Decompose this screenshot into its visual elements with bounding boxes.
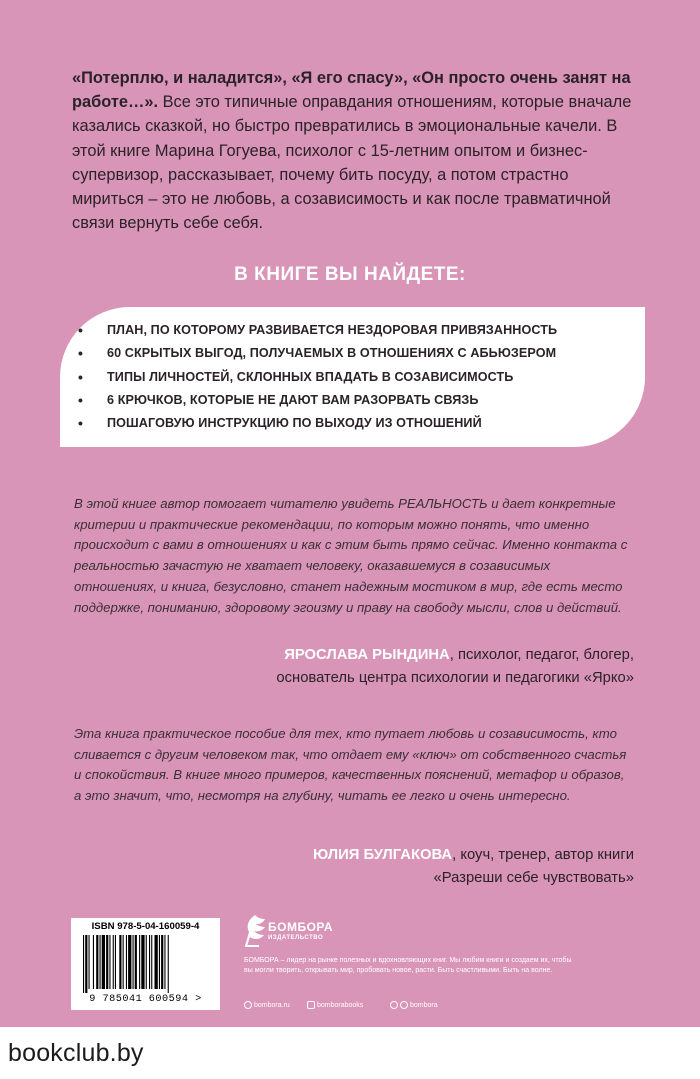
bullet-icon: • bbox=[78, 391, 84, 408]
barcode-bar bbox=[83, 935, 84, 993]
find-title: В КНИГЕ ВЫ НАЙДЕТЕ: bbox=[234, 264, 466, 285]
bullet-icon: • bbox=[78, 345, 84, 362]
publisher-subtitle: ИЗДАТЕЛЬСТВО bbox=[268, 935, 324, 941]
barcode-bar bbox=[146, 935, 147, 989]
barcode-bar bbox=[139, 935, 140, 989]
barcode-bar bbox=[141, 935, 144, 989]
barcode-digits: 9 785041 600594 > bbox=[89, 994, 202, 1005]
globe-icon bbox=[244, 1001, 252, 1009]
isbn-label: ISBN 978-5-04-160059-4 bbox=[91, 921, 200, 932]
social-instagram[interactable]: bomborabooks bbox=[307, 1001, 363, 1009]
find-list-item: • 6 КРЮЧКОВ, КОТОРЫЕ НЕ ДАЮТ ВАМ РАЗОРВАТЬ СВЯЗЬ bbox=[60, 389, 645, 412]
barcode-bar bbox=[133, 935, 134, 989]
barcode-bar bbox=[93, 935, 94, 989]
barcode-bar bbox=[123, 935, 124, 989]
review-2-signature bbox=[0, 844, 634, 890]
review-1-text: В этой книге автор помогает читателю увидеть РЕАЛЬНОСТЬ и дает конкретные критерии и практические рекомендации, по которым можно понять, что именно происходит с вами в отношениях и как с этим быть прямо сейчас. Именно контакта с реальностью зачастую не хватает человеку, оказавшемуся в созависимых отношениях, и книга, безусловно, станет надежным мостиком в мир, где есть место поддержке, пониманию, здоровому эгоизму и праву на свободу мысли, слов и действий. bbox=[74, 496, 628, 615]
review-1-signature bbox=[0, 644, 634, 690]
bullet-icon: • bbox=[78, 322, 84, 338]
intro-text: Все это типичные оправдания отношениям, которые вначале казались сказкой, но быстро превратились в эмоциональные качели. В этой книге Марина Гогуева, психолог с 15-летним опытом и бизнес-супервизор, рассказывает, почему бить посуду, а потом страстно мириться – это не любовь, а созависимость и как после травматичной связи вернуть себе себя. bbox=[72, 93, 632, 233]
barcode-bar bbox=[126, 935, 127, 989]
telegram-icon bbox=[400, 1001, 408, 1009]
barcode-bar bbox=[168, 935, 169, 993]
bullet-icon: • bbox=[78, 368, 84, 385]
review-2-text: Эта книга практическое пособие для тех, кто путает любовь и созависимость, кто сливается с другим человеком так, что отдает ему «ключ» от собственного счастья и спокойствия. В книге много примеров, качественных пояснений, метафор и образов, а это значит, что, несмотря на глубину, читать ее легко и очень интересно. bbox=[74, 726, 627, 804]
find-list-item: • ПЛАН, ПО КОТОРОМУ РАЗВИВАЕТСЯ НЕЗДОРОВАЯ ПРИВЯЗАННОСТЬ bbox=[60, 319, 645, 342]
watermark-text[interactable]: bookclub.by bbox=[8, 1039, 144, 1067]
barcode-bar bbox=[164, 935, 165, 989]
barcode-bar bbox=[119, 935, 121, 989]
publisher-description: БОМБОРА – лидер на рынке полезных и вдохновляющих книг. Мы любим книги и создаем их, чтобы вы могли творить, открывать мир, пробовать новое, расти. Быть счастливыми. Быть на волне. bbox=[244, 957, 572, 974]
vk-icon bbox=[390, 1001, 398, 1009]
social-website[interactable]: bombora.ru bbox=[244, 1001, 290, 1009]
barcode-bar bbox=[128, 935, 131, 989]
social-vk-telegram[interactable]: bombora bbox=[390, 1001, 438, 1009]
barcode-bar bbox=[151, 935, 152, 989]
bullet-icon: • bbox=[78, 415, 84, 432]
barcode-bar bbox=[102, 935, 105, 989]
publisher-name: БОМБОРА bbox=[268, 920, 334, 934]
barcode-block bbox=[71, 918, 220, 1010]
barcode-bar bbox=[100, 935, 101, 989]
barcode-bar bbox=[106, 935, 108, 989]
find-list-box bbox=[60, 307, 645, 447]
barcode-bar bbox=[115, 935, 116, 989]
find-list bbox=[60, 319, 645, 435]
barcode-bar bbox=[159, 935, 160, 989]
barcode-bar bbox=[155, 935, 158, 989]
barcode-bar bbox=[135, 935, 137, 989]
intro-quotes: «Потерплю, и наладится», «Я его спасу», «Он просто очень занят на работе…». bbox=[72, 69, 631, 112]
find-list-item: • ПОШАГОВУЮ ИНСТРУКЦИЮ ПО ВЫХОДУ ИЗ ОТНОШЕНИЙ bbox=[60, 412, 645, 435]
review-1-role-2: основатель центра психологии и педагогики «Ярко» bbox=[276, 670, 634, 686]
instagram-icon bbox=[307, 1001, 315, 1009]
watermark-strip bbox=[0, 1027, 700, 1079]
find-list-item: • 60 СКРЫТЫХ ВЫГОД, ПОЛУЧАЕМЫХ В ОТНОШЕНИЯХ С АБЬЮЗЕРОМ bbox=[60, 342, 645, 365]
barcode-bar bbox=[85, 935, 87, 993]
find-list-item: • ТИПЫ ЛИЧНОСТЕЙ, СКЛОННЫХ ВПАДАТЬ В СОЗАВИСИМОСТЬ bbox=[60, 366, 645, 389]
review-2-role-2: «Разреши себе чувствовать» bbox=[433, 870, 634, 886]
review-2-role: , коуч, тренер, автор книги bbox=[452, 847, 634, 863]
review-1-author: ЯРОСЛАВА РЫНДИНА bbox=[284, 647, 450, 663]
barcode-bar bbox=[96, 935, 98, 989]
barcode-bar bbox=[109, 935, 110, 989]
review-2-author: ЮЛИЯ БУЛГАКОВА bbox=[313, 847, 453, 863]
review-1-role: , психолог, педагог, блогер, bbox=[449, 647, 634, 663]
barcode-bar bbox=[89, 935, 90, 989]
barcode-graphic bbox=[81, 935, 210, 993]
barcode-bar bbox=[161, 935, 163, 989]
barcode-bar bbox=[113, 935, 114, 989]
intro-paragraph bbox=[72, 66, 642, 235]
bombora-logo-icon bbox=[243, 914, 267, 948]
barcode-bar bbox=[149, 935, 150, 989]
